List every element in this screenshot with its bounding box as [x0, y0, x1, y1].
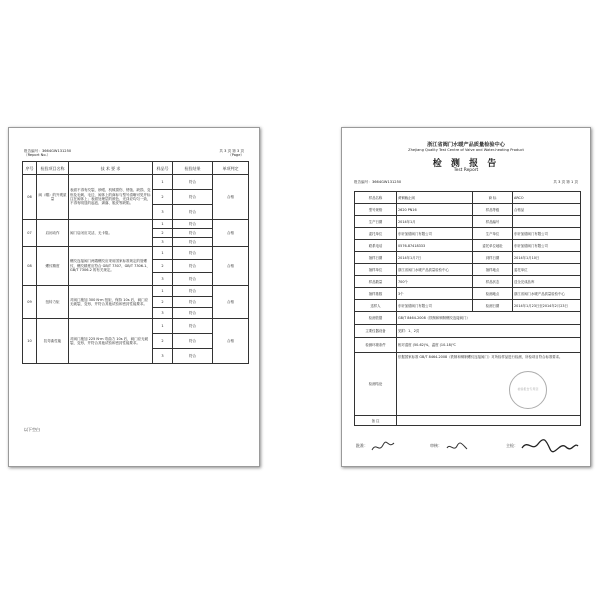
page-header: [354, 180, 578, 190]
requirement: 对阀门施加 225 N·m 弯曲力 10s 后，阀门应无破裂、变形，并符合其他试验和密封性能要求。: [69, 319, 153, 364]
row-value: GB/T 8464-2008《铁制和铜制螺纹连接阀门》: [397, 312, 581, 325]
table-row: [355, 338, 581, 353]
row-value: 2014年1月: [397, 216, 473, 228]
item-number: 08: [23, 247, 37, 286]
item-number: 06: [23, 175, 37, 220]
row-value: 送全完成品库: [513, 276, 581, 288]
report-title-en: Test Report: [453, 168, 479, 173]
row-value: 0576-87418333: [397, 240, 473, 252]
row-value: 合格品: [513, 204, 581, 216]
item-number: 09: [23, 286, 37, 319]
row-value: 黄铜截止阀: [397, 192, 473, 204]
row-value: 委托单位: [513, 264, 581, 276]
inspection-results-table: [22, 161, 249, 364]
result: 符合: [173, 220, 213, 229]
row-label: 抽样基数: [355, 288, 397, 300]
result: 符合: [173, 247, 213, 260]
table-row: [355, 252, 581, 264]
page-header: [24, 149, 244, 159]
result: 符合: [173, 205, 213, 220]
sample-number: 2: [153, 297, 173, 308]
row-label: 检测环境条件: [355, 338, 397, 353]
result: 符合: [173, 308, 213, 319]
row-value: 东轩加德阀门有限公司: [513, 240, 581, 252]
item-name: 阀（帽）的外观质量: [37, 175, 69, 220]
result: 符合: [173, 229, 213, 238]
table-row: [355, 312, 581, 325]
row-label: 检测依据: [355, 312, 397, 325]
result: 符合: [173, 319, 213, 334]
result: 符合: [173, 334, 213, 349]
row-label: 检测地点: [473, 288, 513, 300]
report-page-1: [341, 127, 591, 467]
result: 符合: [173, 349, 213, 364]
row-value: 3个: [397, 288, 473, 300]
row-label: 生产单位: [473, 228, 513, 240]
row-label: 生产日期: [355, 216, 397, 228]
row-label: 委托单位地址: [473, 240, 513, 252]
row-label: 样品数量: [355, 276, 397, 288]
table-row: [355, 325, 581, 338]
result: 符合: [173, 273, 213, 286]
report-title: 检 测 报 告: [432, 159, 500, 169]
row-label: 委托单位: [355, 228, 397, 240]
table-row: [23, 319, 249, 334]
row-label: 样品名称: [355, 192, 397, 204]
table-row: [23, 220, 249, 229]
row-label: 抽样地点: [473, 264, 513, 276]
row-value: 相对湿度 (50-62)%，温度 (10-18)℃: [397, 338, 581, 353]
result: 符合: [173, 238, 213, 247]
table-row: [355, 276, 581, 288]
requirement: 对阀门施加 300 N·m 扭矩，保持 10s 后，阀门应无破裂、变形，并符合其他试验和密封性能要求。: [69, 286, 153, 319]
table-row: [355, 192, 581, 204]
table-row: [23, 247, 249, 260]
row-label: 抽样单位: [355, 264, 397, 276]
report-number: 报告编号：3664GW131250 （Report No.）: [24, 149, 72, 158]
row-label: 送样人: [355, 300, 397, 312]
institute-heading: [342, 142, 590, 152]
sample-number: 1: [153, 220, 173, 229]
item-name: 螺纹精度: [37, 247, 69, 286]
table-row: [355, 264, 581, 276]
row-label: 主要仪器设备: [355, 325, 397, 338]
table-row: [355, 240, 581, 252]
row-value: 东轩加德阀门有限公司: [397, 228, 473, 240]
page-indicator: 共 3 页 第 1 页: [553, 180, 578, 184]
verdict: 合格: [213, 175, 249, 220]
column-header: 检验结果: [173, 162, 213, 175]
row-label: 备 注: [355, 416, 397, 426]
verdict: 合格: [213, 247, 249, 286]
sample-number: 1: [153, 175, 173, 190]
result: 符合: [173, 190, 213, 205]
institute-name: 浙江省阀门水暖产品质量检验中心: [427, 142, 505, 148]
report-number: 报告编号：3664GW131250: [354, 180, 402, 184]
item-number: 07: [23, 220, 37, 247]
row-label: 样品等级: [473, 204, 513, 216]
result: 符合: [173, 260, 213, 273]
table-row: [355, 204, 581, 216]
row-value: 2014年1月10日: [513, 252, 581, 264]
row-value: 东轩加德阀门有限公司: [397, 300, 473, 312]
row-label: 样品状态: [473, 276, 513, 288]
table-row: [355, 416, 581, 426]
tester-label: 主检：: [506, 443, 518, 448]
sample-number: 1: [153, 286, 173, 297]
row-value: 2014年1月7日: [397, 252, 473, 264]
row-value: [513, 216, 581, 228]
table-row: [355, 288, 581, 300]
row-value: 700个: [397, 276, 473, 288]
item-name: 扭转力矩: [37, 286, 69, 319]
signature-row: [356, 443, 578, 461]
table-row: [23, 175, 249, 190]
row-value: [397, 416, 581, 426]
table-row: [355, 300, 581, 312]
sample-number: 2: [153, 229, 173, 238]
row-label: 联系电话: [355, 240, 397, 252]
approver-signature: [370, 440, 396, 454]
column-header: 序号: [23, 162, 37, 175]
table-row: [355, 228, 581, 240]
table-row: [355, 216, 581, 228]
row-value: 2620 PN16: [397, 204, 473, 216]
row-label: 到样日期: [473, 252, 513, 264]
result: 符合: [173, 297, 213, 308]
item-number: 10: [23, 319, 37, 364]
row-value: 浙江省阀门水暖产品质量检验中心: [397, 264, 473, 276]
blank-below-note: 以下空白: [24, 427, 40, 432]
row-label: 型号规格: [355, 204, 397, 216]
row-value: 见附：1、2页: [397, 325, 581, 338]
row-value: ARCO: [513, 192, 581, 204]
row-label: 商 标: [473, 192, 513, 204]
verdict: 合格: [213, 319, 249, 364]
sample-number: 3: [153, 238, 173, 247]
row-label: 抽样日期: [355, 252, 397, 264]
approver-label: 批准：: [356, 443, 368, 448]
result: 符合: [173, 286, 213, 297]
sample-number: 1: [153, 319, 173, 334]
row-label: 样品编号: [473, 216, 513, 228]
verdict: 合格: [213, 286, 249, 319]
row-value: 2014年1月23日至2014年2月23日: [513, 300, 581, 312]
table-header-row: [23, 162, 249, 175]
conclusion-cell: [397, 353, 581, 416]
reviewer-label: 审核：: [430, 443, 442, 448]
report-summary-table: [354, 191, 581, 426]
sample-number: 3: [153, 273, 173, 286]
column-header: 技 术 要 求: [69, 162, 153, 175]
tester-signature: [520, 438, 580, 454]
row-value: 浙江省阀门水暖产品质量检验中心: [513, 288, 581, 300]
column-header: 单项判定: [213, 162, 249, 175]
sample-number: 2: [153, 334, 173, 349]
sample-number: 2: [153, 260, 173, 273]
requirement: 阀门启闭应灵活，无卡阻。: [69, 220, 153, 247]
item-name: 启闭动作: [37, 220, 69, 247]
page-indicator: 共 3 页 第 3 页 （Page）: [219, 149, 244, 158]
row-value: 东轩加德阀门有限公司: [513, 228, 581, 240]
column-header: 检验项目名称: [37, 162, 69, 175]
institute-name-en: Zhejiang Quality Test Centre of Valve and Water-heating Product: [408, 148, 524, 152]
row-label: 检测日期: [473, 300, 513, 312]
result: 符合: [173, 175, 213, 190]
requirement: 表面不得有纹裂、砂眼、机械损伤、锈蚀、缺损、变形及毛刺、毛边，阀体上的商标与型号清晰可见并标注在阀体上；表面处理层的颜色、光泽应均匀一致，不得有明显的起泡、剥落、脱皮等缺陷。: [69, 175, 153, 220]
column-header: 样品号: [153, 162, 173, 175]
table-row: [23, 286, 249, 297]
report-page-3: [8, 127, 260, 467]
official-seal: 检验报告专用章: [509, 371, 547, 409]
table-row: [355, 353, 581, 416]
sample-number: 3: [153, 308, 173, 319]
row-label: 检测结论: [355, 353, 397, 416]
sample-number: 3: [153, 349, 173, 364]
sample-number: 2: [153, 190, 173, 205]
item-name: 抗弯曲性能: [37, 319, 69, 364]
sample-number: 1: [153, 247, 173, 260]
reviewer-signature: [445, 440, 469, 454]
requirement: 螺纹连接阀门两端螺纹应采用国家标准规定的管螺纹，螺纹精度应符合 GB/T 7307、GB/T 7306.1、GB/T 7306.2 的有关规定。: [69, 247, 153, 286]
conclusion-text: 依据国家标准 GB/T 8464-2008《铁制和铜制螺纹连接阀门》对所检样品进行检测，所检项目符合标准要求。: [398, 355, 563, 359]
sample-number: 3: [153, 205, 173, 220]
verdict: 合格: [213, 220, 249, 247]
